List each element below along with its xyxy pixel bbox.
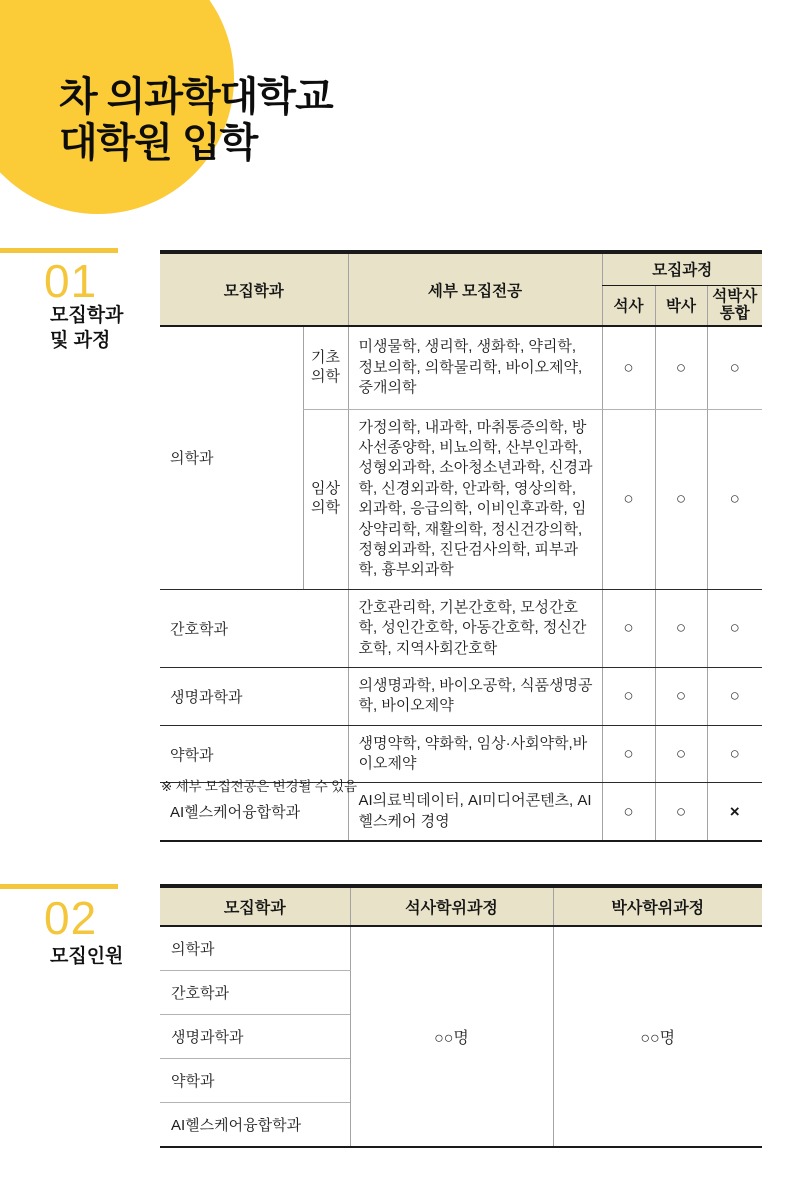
- doctoral-mark-cell: ○: [655, 409, 707, 589]
- section-02-number: 02: [44, 892, 98, 944]
- page-title-line-2: 대학원 입학: [59, 121, 258, 165]
- quota-row-medicine: [160, 926, 762, 971]
- majors-cell: 의생명과학, 바이오공학, 식품생명공학, 바이오제약: [348, 667, 602, 725]
- doctoral-mark-cell: ○: [655, 725, 707, 783]
- table1-header-process: 모집과정: [602, 252, 762, 285]
- admission-quota-table: [160, 884, 762, 1148]
- masters-mark-cell: ○: [602, 409, 655, 589]
- subcategory-cell-basic-medicine: [303, 326, 348, 409]
- subcategory-line-1: 기초: [311, 349, 340, 367]
- table2-header-doctoral: 박사학위과정: [553, 886, 762, 926]
- combined-mark-cell: ○: [707, 667, 762, 725]
- doctoral-mark-cell: ○: [655, 589, 707, 667]
- table1-header-doctoral: 박사: [655, 285, 707, 326]
- dept-cell-life-science: 생명과학과: [160, 667, 348, 725]
- combined-mark-cell: ○: [707, 725, 762, 783]
- table1-header-row-1: [160, 252, 762, 285]
- majors-change-footnote: ※ 세부 모집전공은 변경될 수 있음: [161, 779, 357, 794]
- section-02-label: [50, 944, 123, 969]
- subcategory-line-2: 의학: [311, 499, 340, 517]
- dept-cell-medicine: 의학과: [160, 326, 303, 589]
- masters-mark-cell: ○: [602, 589, 655, 667]
- table-row-basic-medicine: [160, 326, 762, 409]
- dept-cell-ai-healthcare: AI헬스케어융합학과: [160, 783, 348, 841]
- majors-cell: AI의료빅데이터, AI미디어콘텐츠, AI헬스케어 경영: [348, 783, 602, 841]
- masters-mark-cell: ○: [602, 783, 655, 841]
- combined-mark-cell: ×: [707, 783, 762, 841]
- page-title: [59, 74, 333, 166]
- table-row-life-science: [160, 667, 762, 725]
- section-01-label-line-1: 모집학과: [50, 305, 124, 326]
- dept-cell-pharmacy: 약학과: [160, 1059, 350, 1103]
- combined-mark-cell: ○: [707, 409, 762, 589]
- doctoral-mark-cell: ○: [655, 783, 707, 841]
- table2-header-dept: 모집학과: [160, 886, 350, 926]
- majors-cell: 간호관리학, 기본간호학, 모성간호학, 성인간호학, 아동간호학, 정신간호학, 지역사회간호학: [348, 589, 602, 667]
- masters-quota-cell: ○○명: [350, 926, 553, 1147]
- dept-cell-ai-healthcare: AI헬스케어융합학과: [160, 1103, 350, 1148]
- section-02-label-line-1: 모집인원: [50, 946, 124, 967]
- masters-mark-cell: ○: [602, 725, 655, 783]
- admission-programs-table: [160, 250, 762, 842]
- table-row-nursing: [160, 589, 762, 667]
- masters-mark-cell: ○: [602, 667, 655, 725]
- combined-mark-cell: ○: [707, 589, 762, 667]
- section-01-number: 01: [44, 255, 98, 307]
- section-02-accent-bar: [0, 884, 118, 889]
- dept-cell-nursing: 간호학과: [160, 971, 350, 1015]
- dept-cell-medicine: 의학과: [160, 926, 350, 971]
- majors-cell: 생명약학, 약화학, 임상·사회약학,바이오제약: [348, 725, 602, 783]
- table2-header-masters: 석사학위과정: [350, 886, 553, 926]
- dept-cell-life-science: 생명과학과: [160, 1015, 350, 1059]
- section-01-accent-bar: [0, 248, 118, 253]
- table2-header-row: [160, 886, 762, 926]
- table1-header-masters: 석사: [602, 285, 655, 326]
- majors-cell: 가정의학, 내과학, 마취통증의학, 방사선종양학, 비뇨의학, 산부인과학, 성형외과학, 소아청소년과학, 신경과학, 신경외과학, 안과학, 영상의학, 외과학, 응급의학, 이비인후과학, 임상약리학, 재활의학, 정신건강의학, 정형외과학, 진단검사의학, 피부과학, 흉부외과학: [348, 409, 602, 589]
- combined-mark-cell: ○: [707, 326, 762, 409]
- doctoral-quota-cell: ○○명: [553, 926, 762, 1147]
- dept-cell-nursing: 간호학과: [160, 589, 348, 667]
- majors-cell: 미생물학, 생리학, 생화학, 약리학, 정보의학, 의학물리학, 바이오제약, 중개의학: [348, 326, 602, 409]
- table1-header-dept: 모집학과: [160, 252, 348, 326]
- subcategory-cell-clinical-medicine: [303, 409, 348, 589]
- doctoral-mark-cell: ○: [655, 667, 707, 725]
- masters-mark-cell: ○: [602, 326, 655, 409]
- section-01-label-line-2: 및 과정: [50, 330, 111, 352]
- table1-header-combined-line-1: 석박사: [712, 287, 758, 305]
- table1-header-combined: [707, 285, 762, 326]
- table1-header-combined-line-2: 통합: [719, 305, 750, 323]
- table1-header-majors: 세부 모집전공: [348, 252, 602, 326]
- section-01-label: [50, 303, 123, 353]
- subcategory-line-2: 의학: [311, 367, 340, 385]
- page-title-line-1: 차 의과학대학교: [59, 75, 333, 119]
- subcategory-line-1: 임상: [311, 480, 340, 498]
- doctoral-mark-cell: ○: [655, 326, 707, 409]
- dept-cell-pharmacy: 약학과: [160, 725, 348, 783]
